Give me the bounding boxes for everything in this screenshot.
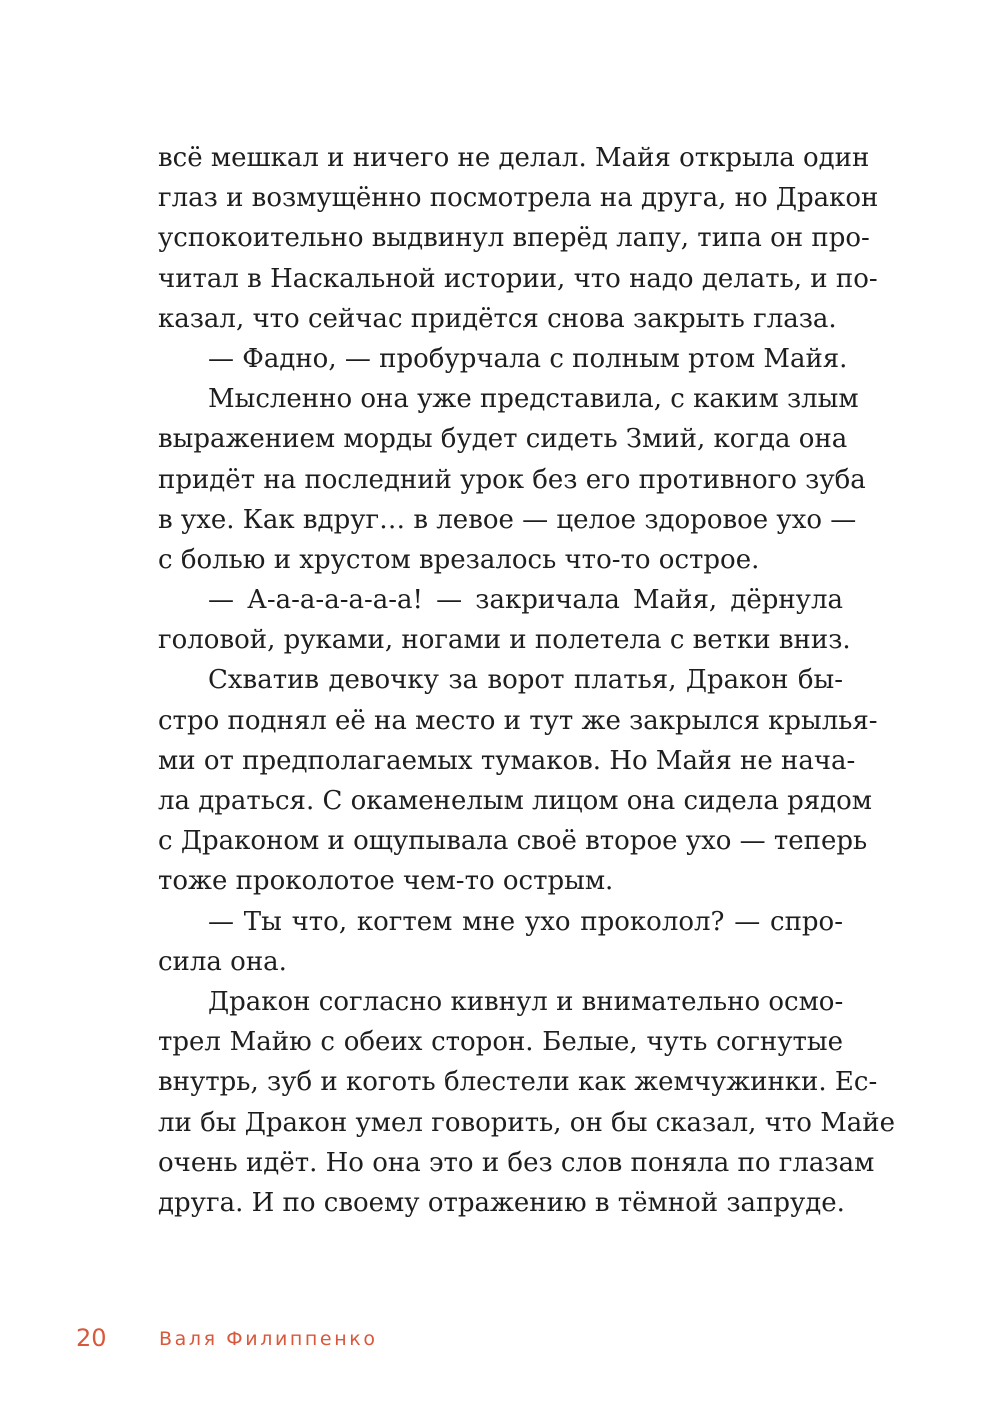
text-line: в ухе. Как вдруг… в левое — целое здоровое ухо —	[158, 504, 857, 535]
text-line: — Ты что, когтем мне ухо проколол? — спро-	[208, 906, 843, 937]
text-line: головой, руками, ногами и полетела с ветки вниз.	[158, 625, 851, 656]
text-line: сила она.	[158, 946, 287, 977]
text-line: всё мешкал и ничего не делал. Майя открыла один	[158, 143, 870, 173]
text-line: трел Майю с обеих сторон. Белые, чуть согнутые	[158, 1027, 843, 1058]
running-author: Валя Филиппенко	[159, 1328, 378, 1350]
text-line: ла драться. С окаменелым лицом она сидела рядом	[158, 786, 873, 816]
text-line: — Фадно, — пробурчала с полным ртом Майя.	[208, 343, 848, 374]
page-number: 20	[76, 1324, 107, 1352]
text-line: выражением морды будет сидеть Змий, когда она	[158, 424, 848, 455]
text-line: придёт на последний урок без его противного зуба	[158, 464, 866, 495]
text-line: ми от предполагаемых тумаков. Но Майя не нача-	[158, 745, 856, 776]
text-line: внутрь, зуб и коготь блестели как жемчужинки. Ес-	[158, 1067, 878, 1098]
text-line: стро поднял её на место и тут же закрылся крылья-	[158, 705, 878, 736]
text-line: читал в Наскальной истории, что надо делать, и по-	[158, 263, 878, 294]
text-line: друга. И по своему отражению в тёмной запруде.	[158, 1187, 845, 1218]
text-line: казал, что сейчас придётся снова закрыть глаза.	[158, 303, 837, 334]
text-line: очень идёт. Но она это и без слов поняла по глазам	[158, 1147, 875, 1178]
text-line: с Драконом и ощупывала своё второе ухо — теперь	[158, 826, 868, 857]
body-text	[158, 138, 896, 1223]
text-line: — А-а-а-а-а-а-а! — закричала Майя, дёрнула	[208, 585, 843, 616]
text-line: с болью и хрустом врезалось что-то острое.	[158, 544, 760, 575]
text-line: Дракон согласно кивнул и внимательно осмо-	[208, 986, 844, 1017]
page-footer	[0, 1320, 1000, 1360]
text-line: успокоительно выдвинул вперёд лапу, типа он про-	[158, 223, 870, 254]
text-line: Мысленно она уже представила, с каким злым	[208, 384, 859, 415]
text-line: тоже проколотое чем-то острым.	[158, 866, 614, 897]
text-line: ли бы Дракон умел говорить, он бы сказал, что Майе	[158, 1107, 896, 1138]
text-line: глаз и возмущённо посмотрела на друга, но Дракон	[158, 183, 879, 214]
text-line: Схватив девочку за ворот платья, Дракон бы-	[208, 665, 843, 696]
